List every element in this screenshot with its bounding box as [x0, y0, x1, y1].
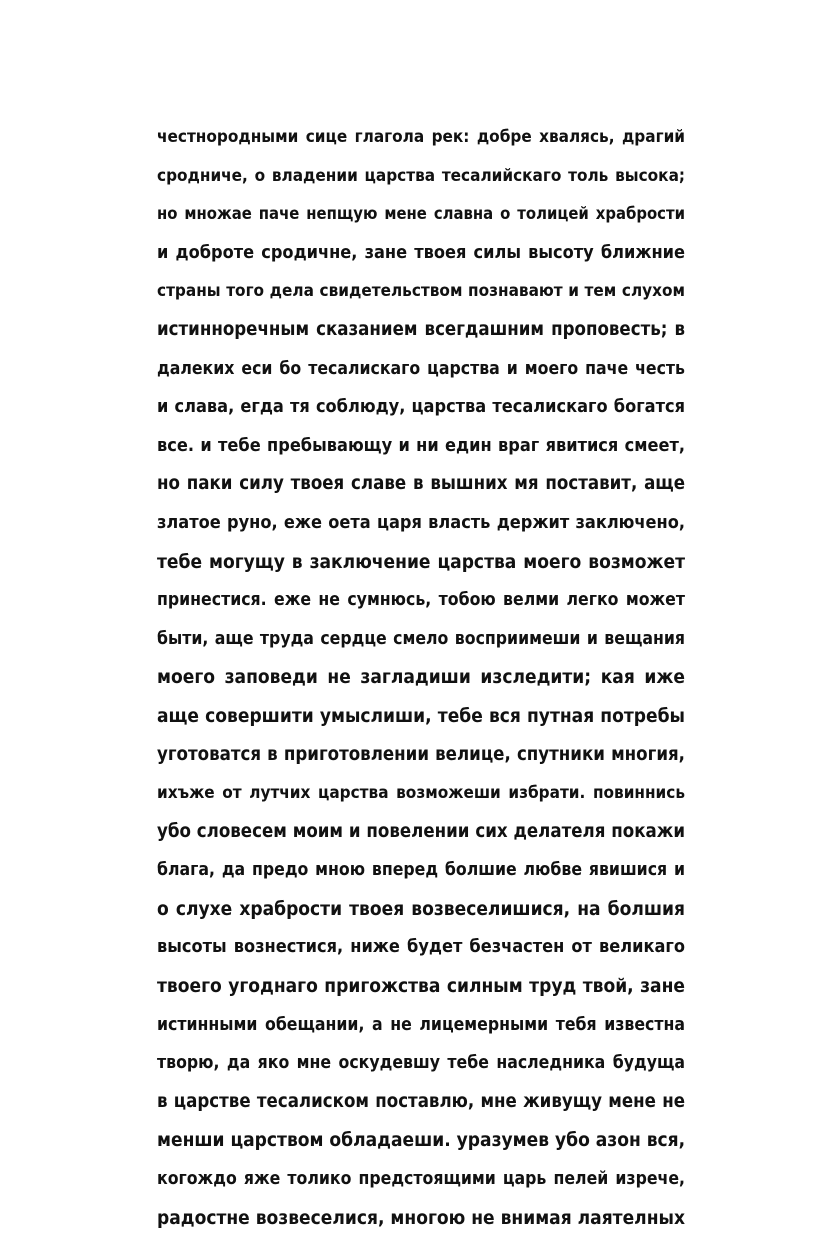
- text-line: радостне возвеселися, многою не внимая лаятелных: [157, 1206, 685, 1229]
- text-line: тебе могущу в заключение царства моего возможет: [157, 550, 685, 573]
- text-line: златое руно, еже оета царя власть держит заключено,: [157, 511, 685, 533]
- text-line: ихъже от лутчих царства возможеши избрати. повиннись: [157, 783, 685, 804]
- text-line: блага, да предо мною вперед болшие любве явишися и: [157, 860, 685, 881]
- text-line: далеких еси бо тесалискаго царства и моего паче честь: [157, 358, 685, 379]
- text-line: о слухе храбрости твоея возвеселишися, на болшия: [157, 897, 685, 920]
- text-line: высоты вознестися, ниже будет безчастен от великаго: [157, 936, 685, 958]
- text-line: аще совершити умыслиши, тебе вся путная потребы: [157, 704, 685, 727]
- text-line: и доброте сродичне, зане твоея силы высоту ближние: [157, 241, 685, 263]
- text-line: истинными обещании, а не лицемерными тебя известна: [157, 1014, 685, 1035]
- text-line: честнородными сице глагола рек: добре хвалясь, драгий: [157, 127, 685, 147]
- text-line: принестися. еже не сумнюсь, тобою велми легко может: [157, 590, 685, 611]
- text-line: истинноречным сказанием всегдашним проповесть; в: [157, 318, 685, 340]
- text-line: убо словесем моим и повелении сих делателя покажи: [157, 820, 685, 842]
- text-line: творю, да яко мне оскудевшу тебе наследника будуща: [157, 1053, 685, 1074]
- text-line: быти, аще труда сердце смело восприимеши и вещания: [157, 628, 685, 649]
- manuscript-text-block: [157, 118, 685, 1237]
- text-line: в царстве тесалиском поставлю, мне живущу мене не: [157, 1090, 685, 1112]
- text-line: уготоватся в приготовлении велице, спутники многия,: [157, 743, 685, 765]
- text-line: все. и тебе пребывающу и ни един враг явитися смеет,: [157, 434, 685, 456]
- text-line: и слава, егда тя соблюду, царства тесалискаго богатся: [157, 396, 685, 418]
- text-line: моего заповеди не загладиши изследити; кая иже: [157, 666, 685, 689]
- text-line: сродниче, о владении царства тесалийскаго толь высока;: [157, 165, 685, 186]
- text-line: менши царством обладаеши. уразумев убо азон вся,: [157, 1129, 685, 1152]
- text-line: но множае паче непщую мене славна о толицей храбрости: [157, 204, 685, 224]
- text-line: твоего угоднаго пригожства силным труд твой, зане: [157, 975, 685, 998]
- text-line: но паки силу твоея славе в вышних мя поставит, аще: [157, 473, 685, 495]
- text-line: когождо яже толико предстоящими царь пелей изрече,: [157, 1169, 685, 1190]
- text-line: страны того дела свидетельством познавают и тем слухом: [157, 281, 685, 302]
